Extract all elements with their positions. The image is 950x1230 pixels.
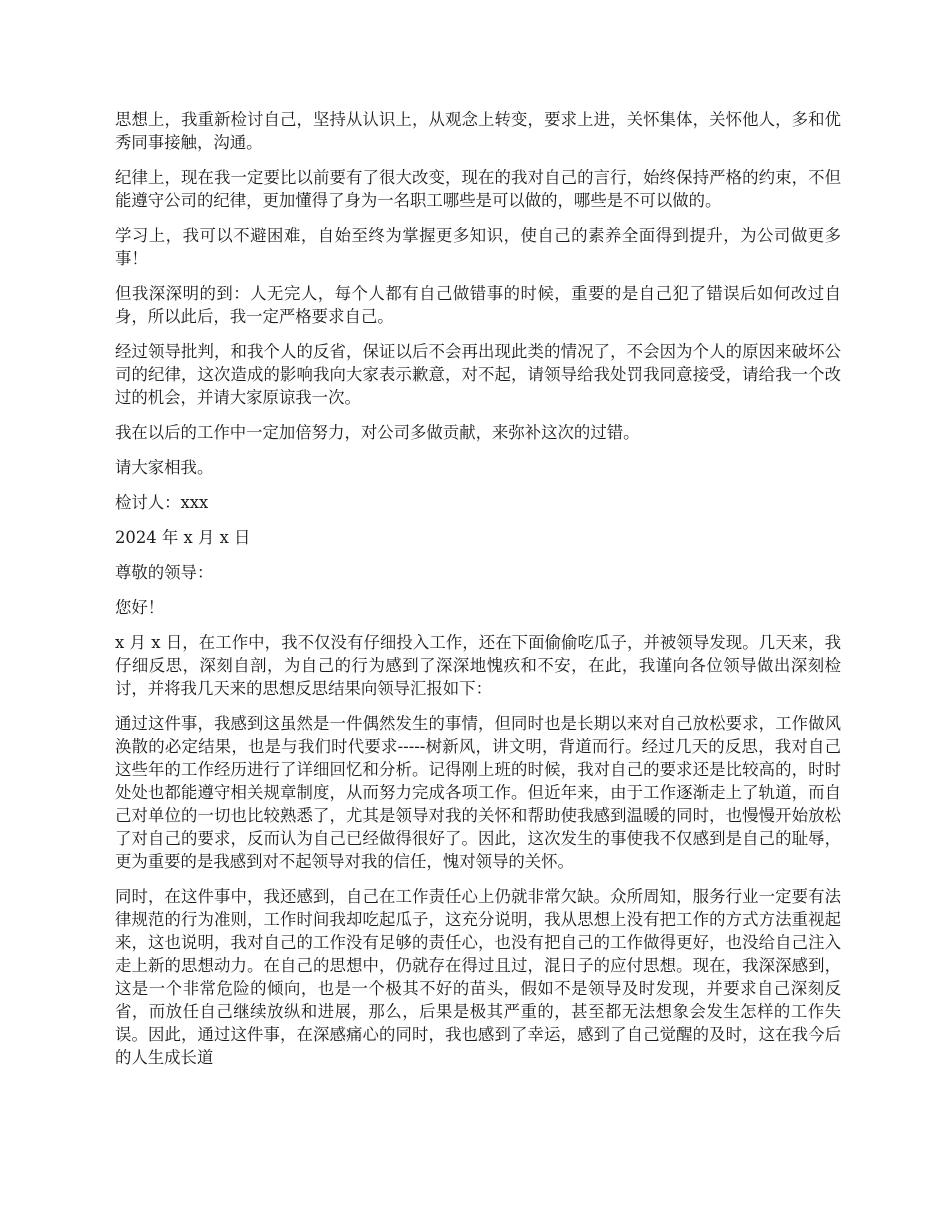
paragraph-discipline: 纪律上，现在我一定要比以前要有了很大改变，现在的我对自己的言行，始终保持严格的约束，不但能遵守公司的纪律，更加懂得了身为一名职工哪些是可以做的，哪些是不可以做的。 [115,168,841,210]
signature-reviewer: 检讨人：xxx [115,493,209,512]
greeting: 您好！ [115,598,165,617]
salutation: 尊敬的领导： [115,563,214,582]
document-page [115,108,841,1081]
paragraph-no-one-perfect: 但我深深明的到：人无完人，每个人都有自己做错事的时候，重要的是自己犯了错误后如何改过自身，所以此后，我一定严格要求自己。 [115,284,841,326]
paragraph-guarantee: 经过领导批判，和我个人的反省，保证以后不会再出现此类的情况了，不会因为个人的原因来破坏公司的纪律，这次造成的影响我向大家表示歉意，对不起，请领导给我处罚我同意接受，请给我一个改过的机会，并请大家原谅我一次。 [115,342,841,407]
paragraph-reflection: 通过这件事，我感到这虽然是一件偶然发生的事情，但同时也是长期以来对自己放松要求，工作做风涣散的必定结果，也是与我们时代要求-----树新风，讲文明，背道而行。经过几天的反思，我对自己这些年的工作经历进行了详细回忆和分析。记得刚上班的时候，我对自己的要求还是比较高的，时时处处也都能遵守相关规章制度，从而努力完成各项工作。但近年来，由于工作逐渐走上了轨道，而自己对单位的一切也比较熟悉了，尤其是领导对我的关怀和帮助使我感到温暖的同时，也慢慢开始放松了对自己的要求，反而认为自己已经做得很好了。因此，这次发生的事使我不仅感到是自己的耻辱，更为重要的是我感到对不起领导对我的信任，愧对领导的关怀。 [115,714,841,871]
paragraph-study: 学习上，我可以不避困难，自始至终为掌握更多知识，使自己的素养全面得到提升，为公司做更多事！ [115,226,841,268]
paragraph-effort: 我在以后的工作中一定加倍努力，对公司多做贡献，来弥补这次的过错。 [115,423,640,442]
paragraph-thought: 思想上，我重新检讨自己，坚持从认识上，从观念上转变，要求上进，关怀集体，关怀他人，多和优秀同事接触，沟通。 [115,110,841,152]
paragraph-trust: 请大家相我。 [115,458,214,477]
paragraph-responsibility: 同时，在这件事中，我还感到，自己在工作责任心上仍就非常欠缺。众所周知，服务行业一定要有法律规范的行为准则，工作时间我却吃起瓜子，这充分说明，我从思想上没有把工作的方式方法重视起来，这也说明，我对自己的工作没有足够的责任心，也没有把自己的工作做得更好，也没给自己注入走上新的思想动力。在自己的思想中，仍就存在得过且过，混日子的应付思想。现在，我深深感到，这是一个非常危险的倾向，也是一个极其不好的苗头，假如不是领导及时发现，并要求自己深刻反省，而放任自己继续放纵和进展，那么，后果是极其严重的，甚至都无法想象会发生怎样的工作失误。因此，通过这件事，在深感痛心的同时，我也感到了幸运，感到了自己觉醒的及时，这在我今后的人生成长道 [115,887,841,1067]
signature-date: 2024 年 x 月 x 日 [115,528,251,547]
paragraph-incident: x 月 x 日，在工作中，我不仅没有仔细投入工作，还在下面偷偷吃瓜子，并被领导发现。几天来，我仔细反思，深刻自剖，为自己的行为感到了深深地愧疚和不安，在此，我谨向各位领导做出深刻检讨，并将我几天来的思想反思结果向领导汇报如下： [115,633,841,698]
